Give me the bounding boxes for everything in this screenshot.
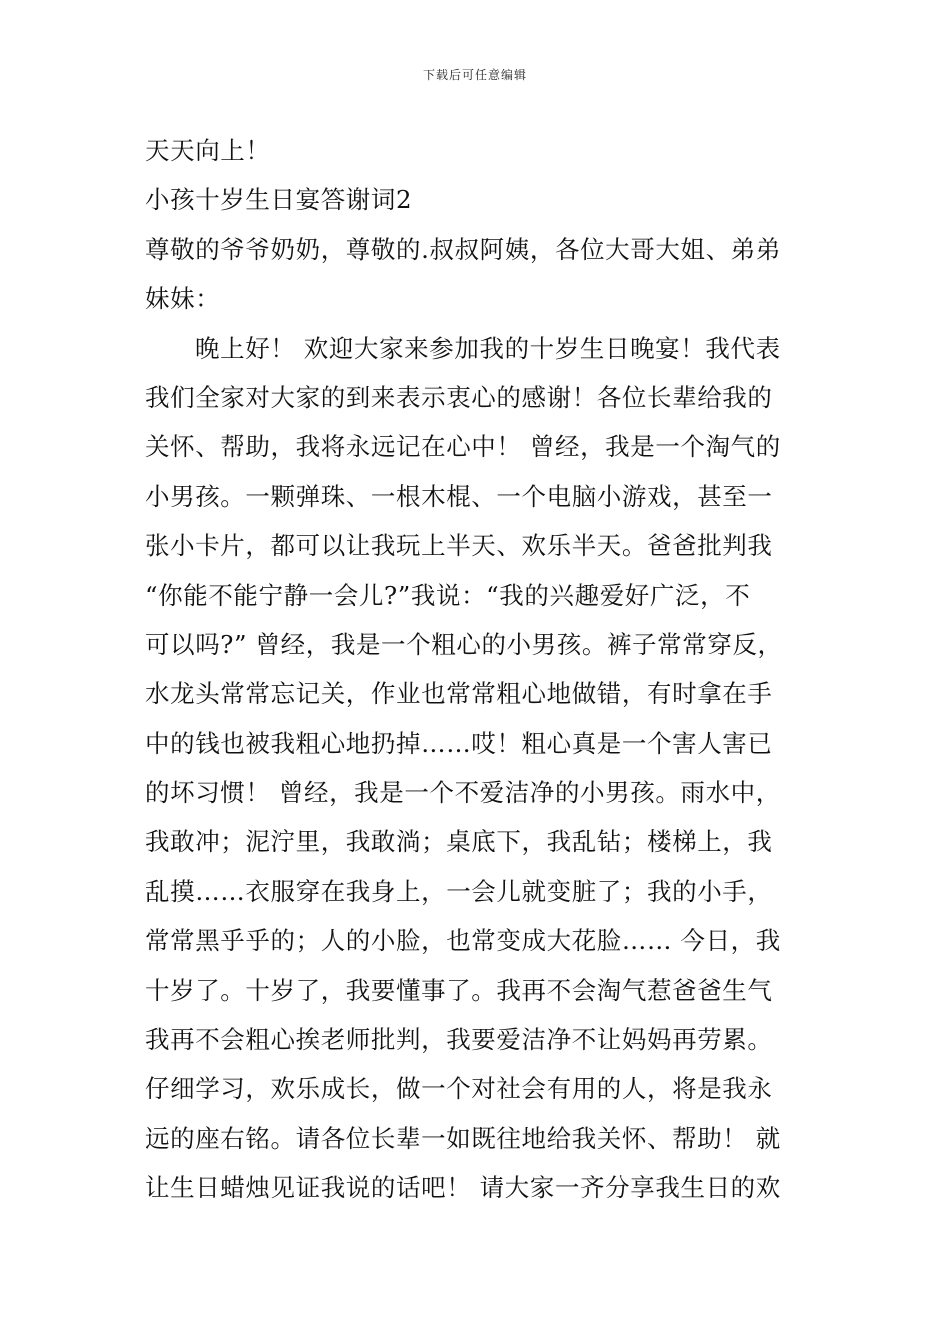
section-title: 小孩十岁生日宴答谢词2 <box>145 185 413 215</box>
text-line: 我们全家对大家的到来表示衷心的感谢！各位长辈给我的 <box>145 382 773 412</box>
text-line: 十岁了。十岁了，我要懂事了。我再不会淘气惹爸爸生气 <box>145 975 773 1005</box>
text-line: 中的钱也被我粗心地扔掉……哎！粗心真是一个害人害已 <box>145 728 773 758</box>
paragraph-start-line: 晚上好！ 欢迎大家来参加我的十岁生日晚宴！我代表 <box>195 333 781 363</box>
text-line: 乱摸……衣服穿在我身上，一会儿就变脏了；我的小手， <box>145 876 773 906</box>
text-line: 张小卡片，都可以让我玩上半天、欢乐半天。爸爸批判我 <box>145 531 773 561</box>
text-line: 可以吗?” 曾经，我是一个粗心的小男孩。裤子常常穿反， <box>145 629 783 659</box>
text-line: 天天向上！ <box>145 136 271 165</box>
text-line: 远的座右铭。请各位长辈一如既往地给我关怀、帮助！ 就 <box>145 1123 781 1153</box>
text-line: “你能不能宁静一会儿?”我说：“我的兴趣爱好广泛，不 <box>145 580 751 610</box>
text-line: 的坏习惯！ 曾经，我是一个不爱洁净的小男孩。雨水中， <box>145 778 781 808</box>
text-line: 我敢冲；泥泞里，我敢淌；桌底下，我乱钻；楼梯上，我 <box>145 827 773 857</box>
document-body <box>145 126 825 1213</box>
text-line: 妹妹： <box>145 284 221 314</box>
text-line: 小男孩。一颗弹珠、一根木棍、一个电脑小游戏，甚至一 <box>145 481 773 511</box>
text-line: 水龙头常常忘记关，作业也常常粗心地做错，有时拿在手 <box>145 679 773 709</box>
text-line: 仔细学习，欢乐成长，做一个对社会有用的人，将是我永 <box>145 1074 773 1104</box>
text-line: 关怀、帮助，我将永远记在心中！ 曾经，我是一个淘气的 <box>145 432 781 462</box>
page-header: 下载后可任意编辑 <box>422 68 527 82</box>
text-line: 尊敬的爷爷奶奶，尊敬的.叔叔阿姨，各位大哥大姐、弟弟 <box>145 234 781 264</box>
text-line: 我再不会粗心挨老师批判，我要爱洁净不让妈妈再劳累。 <box>145 1025 773 1055</box>
text-line: 让生日蜡烛见证我说的话吧！ 请大家一齐分享我生日的欢 <box>145 1173 781 1203</box>
text-line: 常常黑乎乎的；人的小脸，也常变成大花脸…… 今日，我 <box>145 926 781 956</box>
